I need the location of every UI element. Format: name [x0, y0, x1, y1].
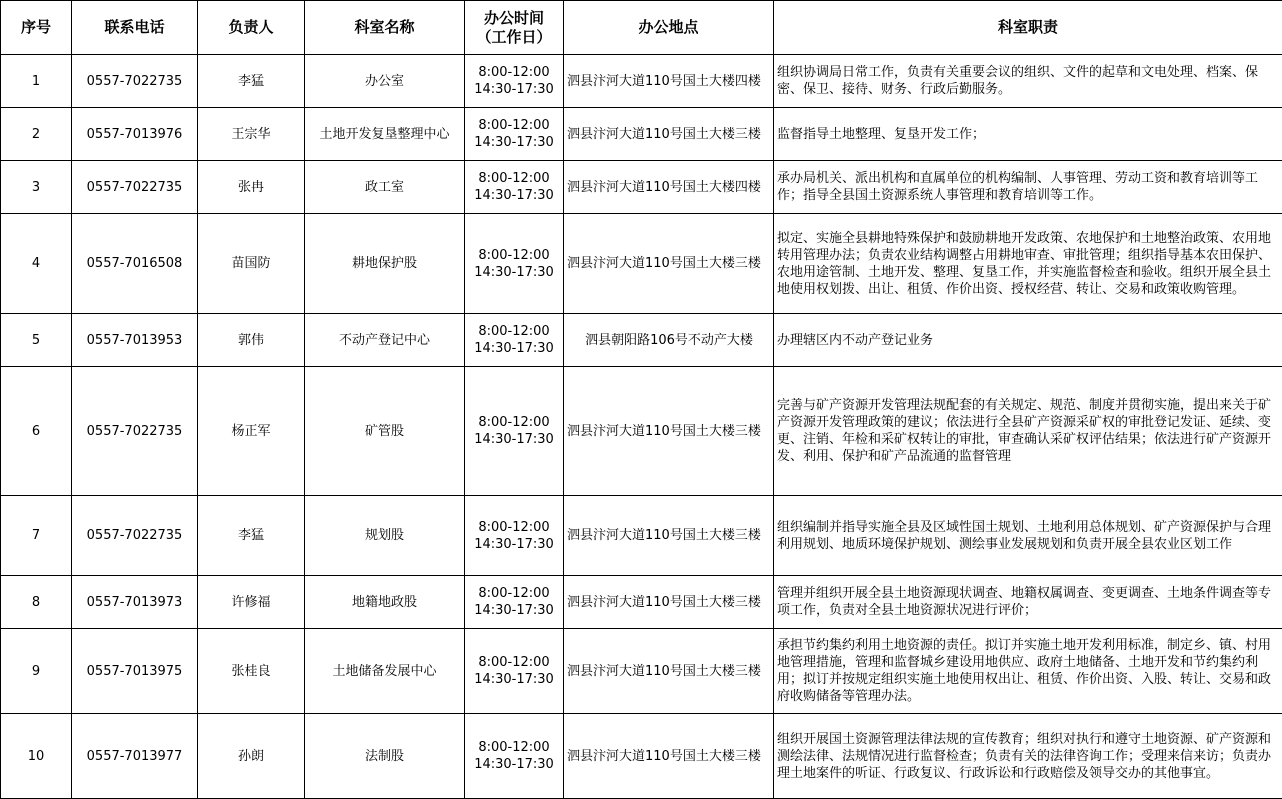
hours-morning: 8:00-12:00 — [467, 64, 561, 81]
cell-location: 泗县汴河大道110号国土大楼三楼 — [564, 576, 774, 629]
hours-afternoon: 14:30-17:30 — [467, 81, 561, 98]
cell-dept: 耕地保护股 — [305, 214, 465, 314]
table-row — [1, 576, 1282, 629]
cell-person: 郭伟 — [198, 314, 305, 367]
table-row — [1, 629, 1282, 714]
hours-afternoon: 14:30-17:30 — [467, 340, 561, 357]
cell-hours — [465, 629, 564, 714]
header-row — [1, 1, 1282, 55]
hours-afternoon: 14:30-17:30 — [467, 602, 561, 619]
header-hours-line2: （工作日） — [467, 28, 561, 47]
cell-phone: 0557-7022735 — [72, 367, 198, 496]
cell-person: 李猛 — [198, 55, 305, 108]
cell-no: 3 — [1, 161, 72, 214]
cell-location: 泗县汴河大道110号国土大楼三楼 — [564, 496, 774, 576]
cell-dept: 不动产登记中心 — [305, 314, 465, 367]
table-row — [1, 367, 1282, 496]
cell-location: 泗县朝阳路106号不动产大楼 — [564, 314, 774, 367]
hours-morning: 8:00-12:00 — [467, 585, 561, 602]
hours-morning: 8:00-12:00 — [467, 323, 561, 340]
cell-phone: 0557-7022735 — [72, 496, 198, 576]
cell-no: 9 — [1, 629, 72, 714]
hours-afternoon: 14:30-17:30 — [467, 431, 561, 448]
hours-afternoon: 14:30-17:30 — [467, 536, 561, 553]
table-row — [1, 214, 1282, 314]
cell-phone: 0557-7013953 — [72, 314, 198, 367]
hours-morning: 8:00-12:00 — [467, 519, 561, 536]
cell-hours — [465, 108, 564, 161]
cell-person: 苗国防 — [198, 214, 305, 314]
cell-duties: 拟定、实施全县耕地特殊保护和鼓励耕地开发政策、农地保护和土地整治政策、农用地转用管理办法；负责农业结构调整占用耕地审查、审批管理；组织指导基本农田保护、农地用途管制、土地开发、整理、复垦工作，并实施监督检查和验收。组织开展全县土地使用权划拨、出让、租赁、作价出资、授权经营、转让、交易和政策收购管理。 — [774, 214, 1282, 314]
cell-person: 孙朗 — [198, 714, 305, 799]
cell-location: 泗县汴河大道110号国土大楼四楼 — [564, 161, 774, 214]
header-hours-line1: 办公时间 — [467, 9, 561, 28]
hours-morning: 8:00-12:00 — [467, 414, 561, 431]
cell-dept: 法制股 — [305, 714, 465, 799]
table-body — [1, 55, 1282, 799]
cell-location: 泗县汴河大道110号国土大楼三楼 — [564, 629, 774, 714]
cell-duties: 监督指导土地整理、复垦开发工作； — [774, 108, 1282, 161]
cell-hours — [465, 161, 564, 214]
cell-person: 杨正军 — [198, 367, 305, 496]
header-hours — [465, 1, 564, 55]
cell-phone: 0557-7016508 — [72, 214, 198, 314]
cell-no: 1 — [1, 55, 72, 108]
cell-phone: 0557-7013976 — [72, 108, 198, 161]
hours-morning: 8:00-12:00 — [467, 117, 561, 134]
header-person: 负责人 — [198, 1, 305, 55]
cell-dept: 土地储备发展中心 — [305, 629, 465, 714]
hours-afternoon: 14:30-17:30 — [467, 756, 561, 773]
cell-hours — [465, 314, 564, 367]
cell-duties: 组织开展国土资源管理法律法规的宣传教育；组织对执行和遵守土地资源、矿产资源和测绘法律、法规情况进行监督检查；负责有关的法律咨询工作；受理来信来访；负责办理土地案件的听证、行政复议、行政诉讼和行政赔偿及领导交办的其他事宜。 — [774, 714, 1282, 799]
cell-person: 王宗华 — [198, 108, 305, 161]
cell-phone: 0557-7022735 — [72, 161, 198, 214]
cell-duties: 承担节约集约利用土地资源的责任。拟订并实施土地开发利用标准，制定乡、镇、村用地管理措施，管理和监督城乡建设用地供应、政府土地储备、土地开发和节约集约利用；拟订并按规定组织实施土地使用权出让、租赁、作价出资、入股、转让、交易和政府收购储备等管理办法。 — [774, 629, 1282, 714]
cell-phone: 0557-7013975 — [72, 629, 198, 714]
hours-morning: 8:00-12:00 — [467, 654, 561, 671]
header-phone: 联系电话 — [72, 1, 198, 55]
hours-afternoon: 14:30-17:30 — [467, 264, 561, 281]
cell-hours — [465, 576, 564, 629]
table-row — [1, 161, 1282, 214]
cell-duties: 管理并组织开展全县土地资源现状调查、地籍权属调查、变更调查、土地条件调查等专项工作，负责对全县土地资源状况进行评价； — [774, 576, 1282, 629]
cell-person: 许修福 — [198, 576, 305, 629]
cell-location: 泗县汴河大道110号国土大楼三楼 — [564, 714, 774, 799]
cell-location: 泗县汴河大道110号国土大楼三楼 — [564, 367, 774, 496]
hours-afternoon: 14:30-17:30 — [467, 134, 561, 151]
cell-dept: 地籍地政股 — [305, 576, 465, 629]
cell-person: 张桂良 — [198, 629, 305, 714]
cell-duties: 办理辖区内不动产登记业务 — [774, 314, 1282, 367]
header-no: 序号 — [1, 1, 72, 55]
header-duties: 科室职责 — [774, 1, 1282, 55]
hours-morning: 8:00-12:00 — [467, 739, 561, 756]
header-location: 办公地点 — [564, 1, 774, 55]
cell-duties: 组织协调局日常工作，负责有关重要会议的组织、文件的起草和文电处理、档案、保密、保卫、接待、财务、行政后勤服务。 — [774, 55, 1282, 108]
cell-location: 泗县汴河大道110号国土大楼三楼 — [564, 108, 774, 161]
cell-no: 4 — [1, 214, 72, 314]
cell-duties: 组织编制并指导实施全县及区域性国土规划、土地利用总体规划、矿产资源保护与合理利用规划、地质环境保护规划、测绘事业发展规划和负责开展全县农业区划工作 — [774, 496, 1282, 576]
cell-no: 10 — [1, 714, 72, 799]
cell-hours — [465, 55, 564, 108]
table-row — [1, 55, 1282, 108]
cell-dept: 矿管股 — [305, 367, 465, 496]
cell-phone: 0557-7013973 — [72, 576, 198, 629]
table-row — [1, 314, 1282, 367]
cell-person: 李猛 — [198, 496, 305, 576]
hours-morning: 8:00-12:00 — [467, 170, 561, 187]
cell-hours — [465, 367, 564, 496]
table-row — [1, 714, 1282, 799]
hours-afternoon: 14:30-17:30 — [467, 671, 561, 688]
cell-dept: 土地开发复垦整理中心 — [305, 108, 465, 161]
cell-person: 张冉 — [198, 161, 305, 214]
cell-hours — [465, 214, 564, 314]
table-row — [1, 108, 1282, 161]
cell-location: 泗县汴河大道110号国土大楼四楼 — [564, 55, 774, 108]
cell-no: 8 — [1, 576, 72, 629]
cell-dept: 政工室 — [305, 161, 465, 214]
hours-morning: 8:00-12:00 — [467, 247, 561, 264]
table-row — [1, 496, 1282, 576]
cell-hours — [465, 496, 564, 576]
cell-no: 7 — [1, 496, 72, 576]
cell-no: 2 — [1, 108, 72, 161]
cell-dept: 办公室 — [305, 55, 465, 108]
cell-duties: 承办局机关、派出机构和直属单位的机构编制、人事管理、劳动工资和教育培训等工作；指导全县国土资源系统人事管理和教育培训等工作。 — [774, 161, 1282, 214]
cell-no: 5 — [1, 314, 72, 367]
cell-duties: 完善与矿产资源开发管理法规配套的有关规定、规范、制度并贯彻实施，提出来关于矿产资源开发管理政策的建议；依法进行全县矿产资源采矿权的审批登记发证、延续、变更、注销、年检和采矿权转让的审批，审查确认采矿权评估结果；依法进行矿产资源开发、利用、保护和矿产品流通的监督管理 — [774, 367, 1282, 496]
cell-hours — [465, 714, 564, 799]
cell-location: 泗县汴河大道110号国土大楼三楼 — [564, 214, 774, 314]
header-dept: 科室名称 — [305, 1, 465, 55]
cell-dept: 规划股 — [305, 496, 465, 576]
cell-no: 6 — [1, 367, 72, 496]
hours-afternoon: 14:30-17:30 — [467, 187, 561, 204]
cell-phone: 0557-7022735 — [72, 55, 198, 108]
cell-phone: 0557-7013977 — [72, 714, 198, 799]
